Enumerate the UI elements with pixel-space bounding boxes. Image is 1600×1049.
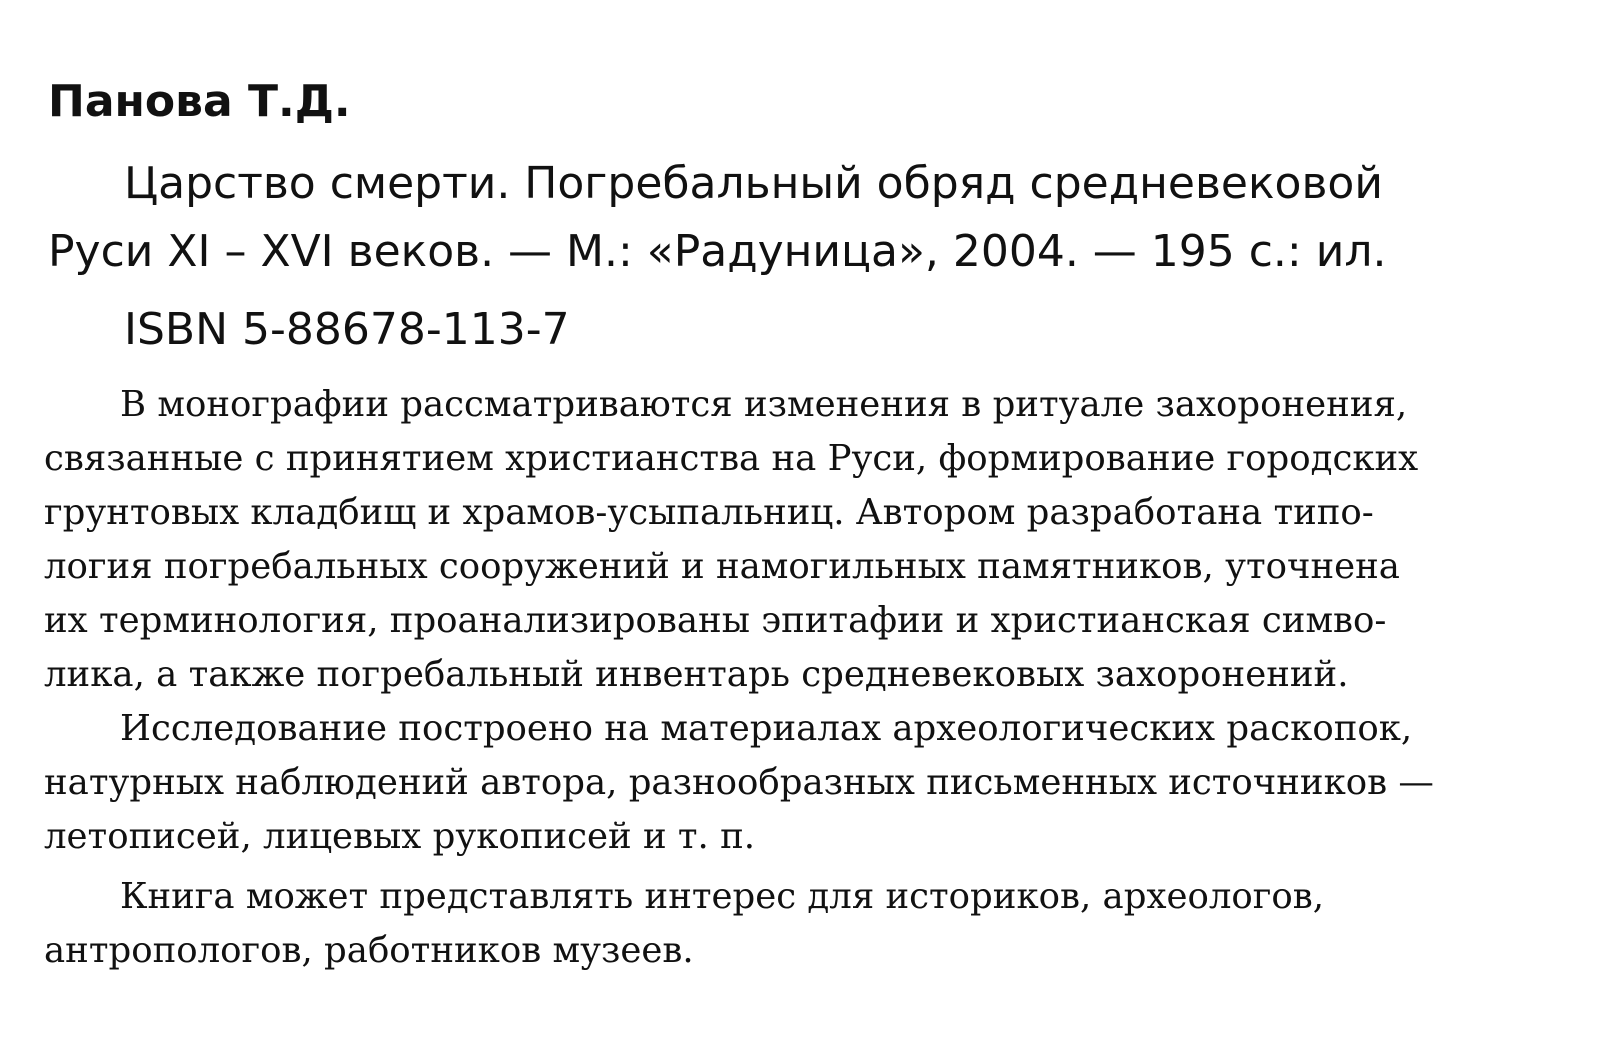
abstract-line: антропологов, работников музеев. [44, 930, 694, 971]
abstract-paragraph [44, 378, 1544, 702]
bibliographic-line: Руси XI – XVI веков. — М.: «Радуница», 2004. — 195 с.: ил. [48, 226, 1387, 277]
isbn: ISBN 5-88678-113-7 [124, 304, 570, 355]
abstract-line: их терминология, проанализированы эпитафии и христианская симво- [44, 600, 1387, 641]
abstract-line: лика, а также погребальный инвентарь средневековых захоронений. [44, 654, 1349, 695]
abstract-line: Исследование построено на материалах археологических раскопок, [120, 708, 1413, 749]
bibliographic-record [48, 150, 1548, 286]
abstract-line: грунтовых кладбищ и храмов-усыпальниц. Автором разработана типо- [44, 492, 1374, 533]
abstract-paragraph [44, 870, 1544, 978]
abstract-paragraph [44, 702, 1544, 864]
abstract-line: Книга может представлять интерес для историков, археологов, [120, 876, 1325, 917]
author-name: Панова Т.Д. [48, 76, 351, 127]
abstract-line: В монографии рассматриваются изменения в ритуале захоронения, [120, 384, 1408, 425]
abstract-line: натурных наблюдений автора, разнообразных письменных источников — [44, 762, 1434, 803]
abstract [44, 378, 1544, 978]
abstract-line: логия погребальных сооружений и намогильных памятников, уточнена [44, 546, 1400, 587]
abstract-line: связанные с принятием христианства на Руси, формирование городских [44, 438, 1419, 479]
bibliographic-line: Царство смерти. Погребальный обряд средневековой [124, 158, 1383, 209]
abstract-line: летописей, лицевых рукописей и т. п. [44, 816, 756, 857]
